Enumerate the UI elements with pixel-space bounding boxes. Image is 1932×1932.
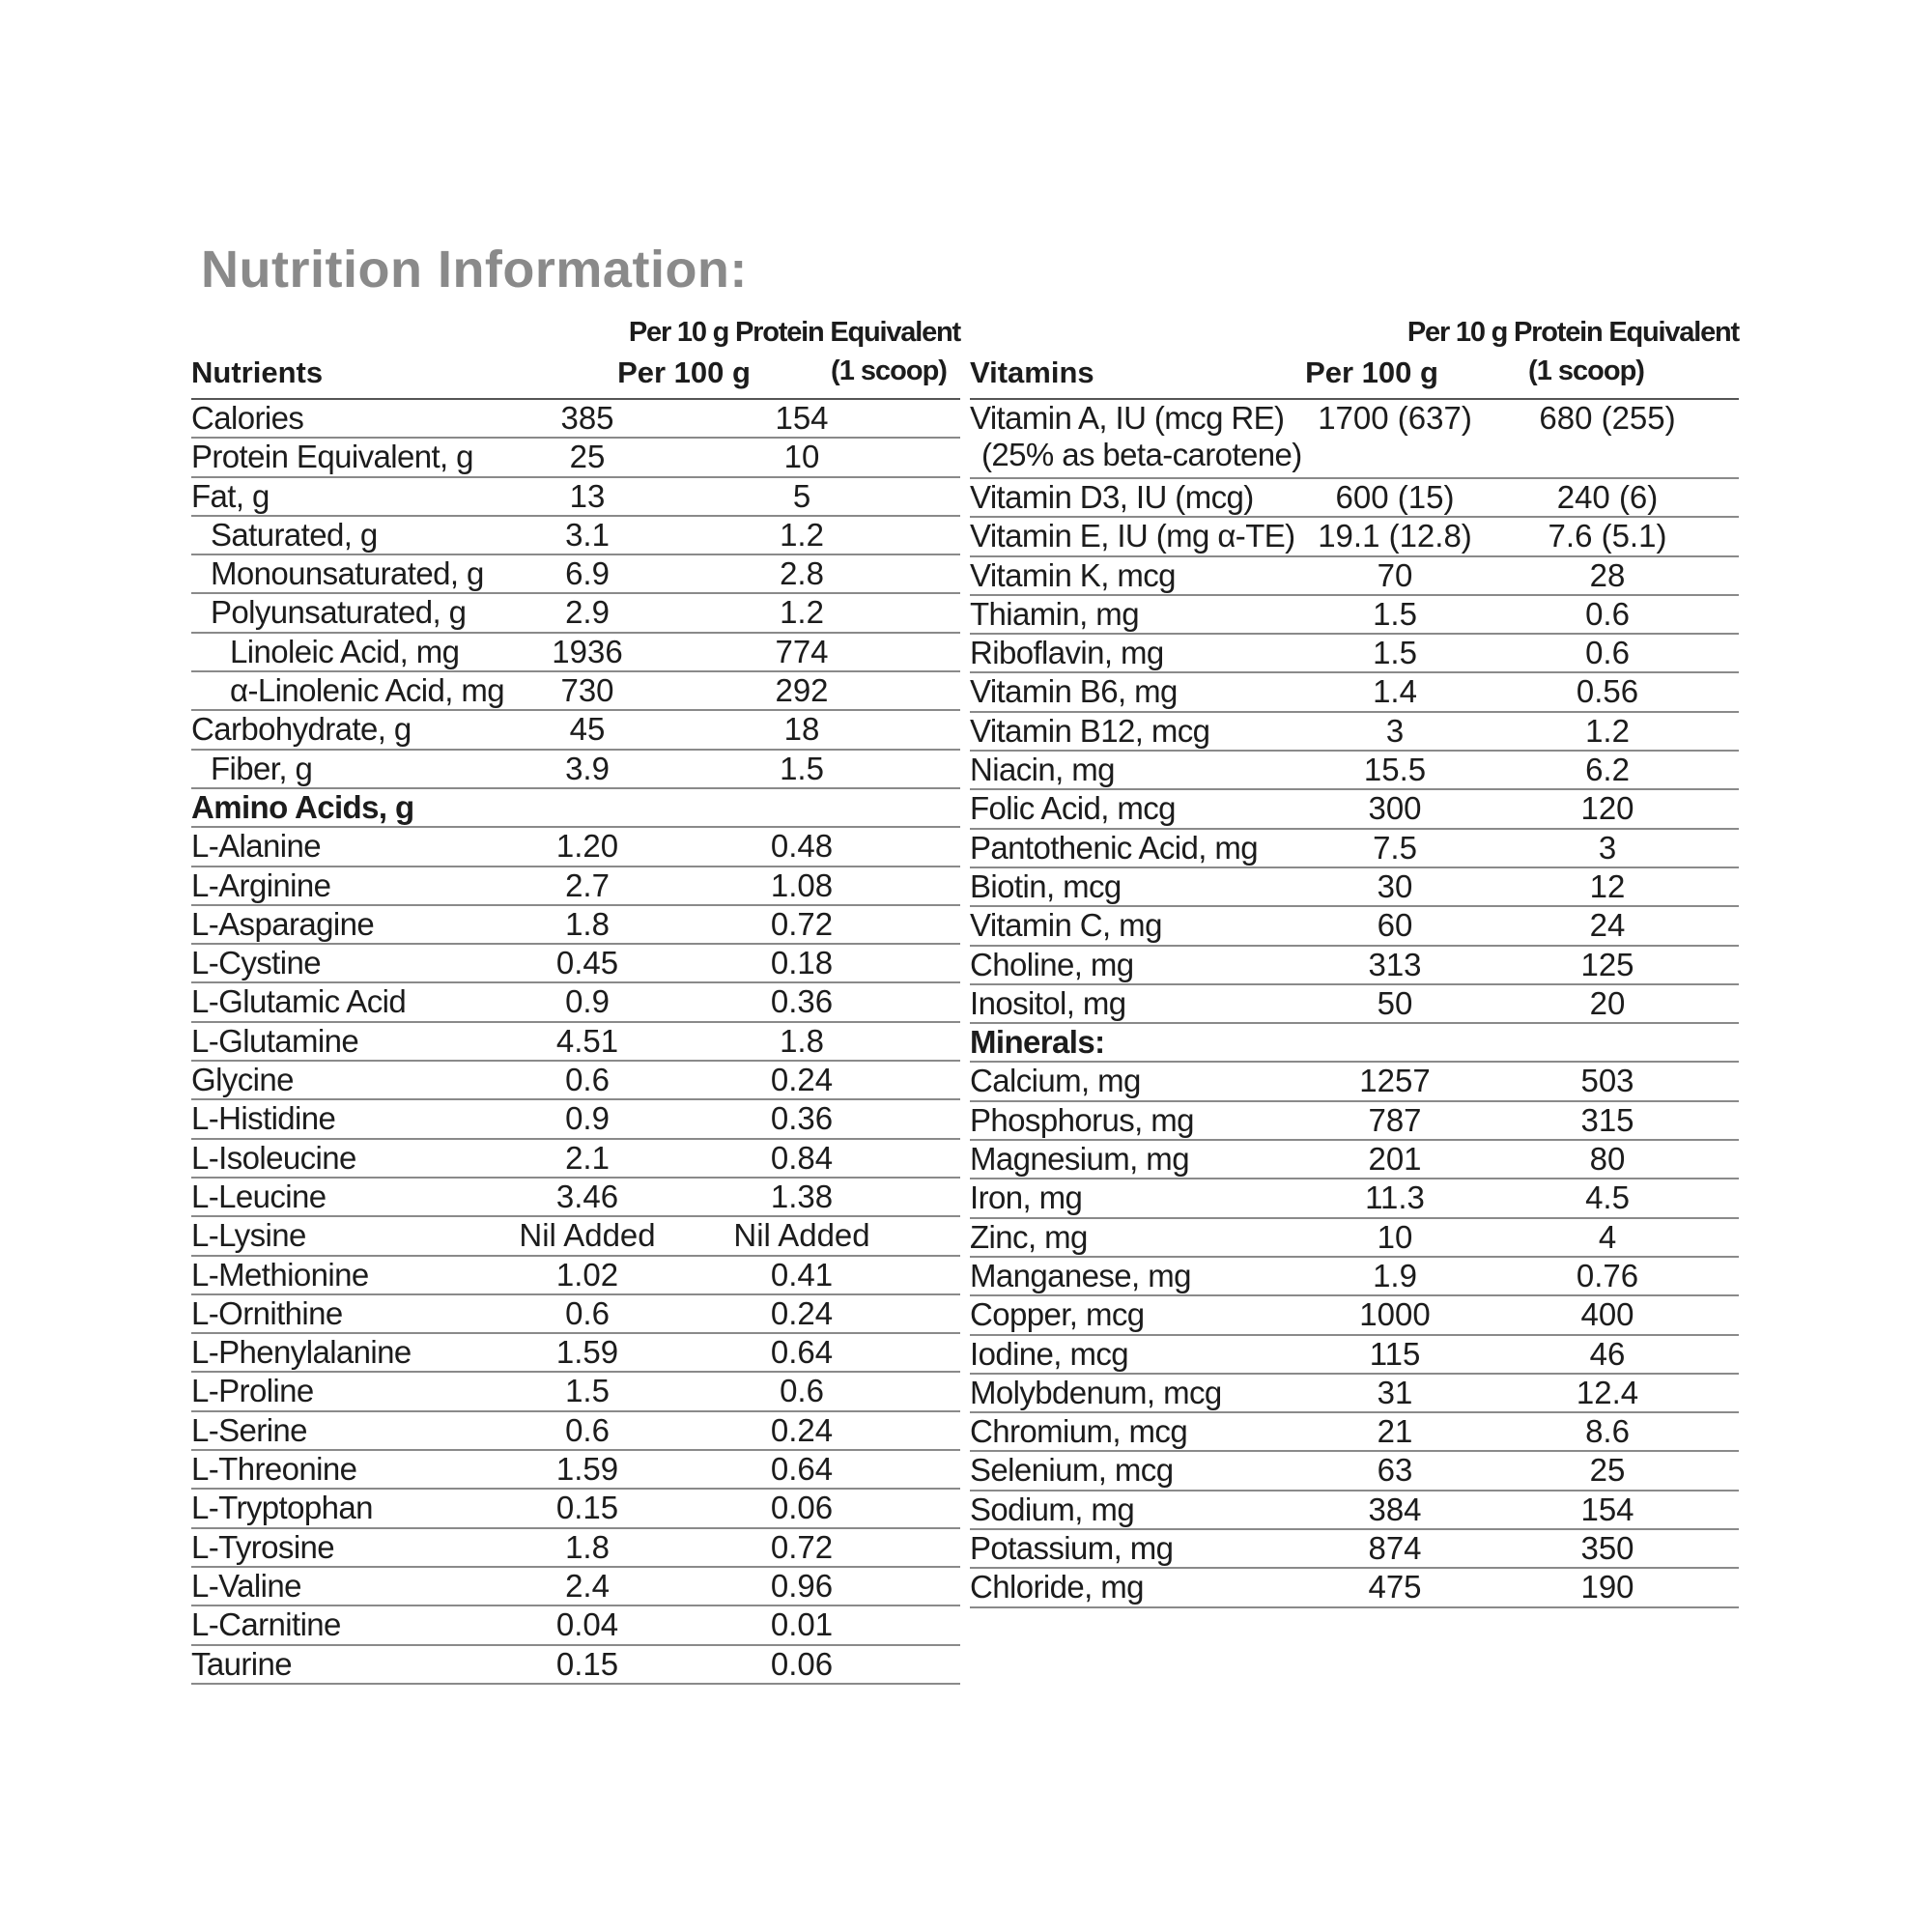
value-per-scoop: 8.6 (1585, 1413, 1630, 1450)
vitamins-table-header (970, 317, 1739, 400)
value-per-scoop: 120 (1580, 790, 1634, 827)
value-per-scoop: Nil Added (733, 1217, 870, 1254)
value-per-100g: 0.9 (565, 983, 610, 1020)
value-per-100g: 11.3 (1365, 1179, 1425, 1216)
value-per-100g: 1.5 (1373, 595, 1417, 632)
value-per-100g: 45 (569, 711, 606, 748)
value-per-scoop: 2.8 (780, 555, 824, 592)
table-row (970, 1258, 1739, 1296)
nutrient-name: L-Tyrosine (191, 1528, 335, 1565)
value-per-100g: 50 (1377, 984, 1413, 1021)
nutrient-name: L-Lysine (191, 1217, 306, 1254)
nutrient-name: Polyunsaturated, g (211, 594, 467, 631)
header-1-scoop: (1 scoop) (831, 355, 947, 386)
table-row (191, 828, 960, 867)
table-row (970, 907, 1739, 946)
table-row (970, 635, 1739, 673)
value-per-scoop: 1.2 (780, 516, 824, 553)
value-per-scoop: 0.6 (780, 1373, 824, 1409)
nutrient-name: Phosphorus, mg (970, 1101, 1194, 1138)
table-row (191, 555, 960, 594)
value-per-100g: 0.6 (565, 1294, 610, 1331)
value-per-scoop: 774 (775, 633, 829, 669)
table-row (191, 400, 960, 439)
table-row (191, 478, 960, 517)
nutrient-name: Calories (191, 400, 304, 436)
value-per-100g: 1700 (637) (1318, 400, 1472, 436)
table-row (191, 1140, 960, 1179)
nutrient-name: Vitamin K, mcg (970, 556, 1176, 593)
header-per-10g: Per 10 g Protein Equivalent (1406, 317, 1739, 348)
value-per-scoop: 0.24 (770, 1062, 834, 1098)
nutrient-name: Niacin, mg (970, 752, 1115, 788)
value-per-scoop: 350 (1580, 1530, 1634, 1567)
value-per-100g: 0.6 (565, 1411, 610, 1448)
nutrient-name: L-Phenylalanine (191, 1334, 412, 1371)
value-per-100g: 3 (1385, 712, 1405, 749)
value-per-scoop: 80 (1589, 1141, 1626, 1178)
nutrient-name: L-Leucine (191, 1178, 327, 1214)
table-row (970, 790, 1739, 829)
value-per-scoop: 0.24 (770, 1294, 834, 1331)
nutrient-name: L-Proline (191, 1373, 314, 1409)
value-per-100g: 60 (1377, 907, 1413, 944)
table-row (191, 983, 960, 1022)
nutrient-name: L-Asparagine (191, 905, 375, 942)
table-row (970, 1296, 1739, 1335)
table-row (191, 1295, 960, 1334)
value-per-scoop: 1.2 (780, 594, 824, 631)
header-nutrients: Nutrients (191, 355, 324, 389)
nutrient-name: L-Carnitine (191, 1606, 341, 1643)
table-row (191, 867, 960, 906)
value-per-scoop: 0.56 (1576, 673, 1639, 710)
table-row (191, 1606, 960, 1645)
value-per-100g: 385 (560, 400, 614, 436)
value-per-100g: 31 (1377, 1374, 1413, 1410)
table-row (970, 1452, 1739, 1491)
table-row (191, 1100, 960, 1139)
table-row (970, 1179, 1739, 1218)
nutrient-name: L-Threonine (191, 1451, 357, 1488)
table-row (970, 1336, 1739, 1375)
value-per-100g: 313 (1368, 946, 1422, 982)
value-per-scoop: 3 (1598, 829, 1617, 866)
section-heading: Minerals: (970, 1024, 1105, 1061)
table-row (970, 518, 1739, 556)
nutrient-name: Pantothenic Acid, mg (970, 829, 1259, 866)
table-row (970, 947, 1739, 985)
nutrient-name: Zinc, mg (970, 1218, 1088, 1255)
value-per-100g: 1.8 (565, 1528, 610, 1565)
header-per-10g: Per 10 g Protein Equivalent (628, 317, 960, 348)
value-per-scoop: 1.08 (770, 867, 834, 903)
value-per-scoop: 0.76 (1576, 1257, 1639, 1293)
value-per-100g: 19.1 (12.8) (1318, 518, 1472, 554)
value-per-scoop: 0.84 (770, 1139, 834, 1176)
table-row (191, 1529, 960, 1568)
value-per-scoop: 0.24 (770, 1411, 834, 1448)
header-per-100g: Per 100 g (1305, 355, 1438, 389)
nutrient-name: Vitamin B12, mcg (970, 712, 1210, 749)
value-per-scoop: 0.72 (770, 905, 834, 942)
table-row (191, 1373, 960, 1411)
table-row (191, 634, 960, 672)
value-per-100g: 10 (1377, 1218, 1413, 1255)
table-row (191, 1217, 960, 1256)
value-per-100g: 1.59 (555, 1451, 619, 1488)
nutrient-name: Folic Acid, mcg (970, 790, 1176, 827)
nutrient-name: L-Serine (191, 1411, 307, 1448)
value-per-100g: 0.15 (555, 1490, 619, 1526)
nutrient-name: Potassium, mg (970, 1530, 1174, 1567)
value-per-100g: 0.45 (555, 945, 619, 981)
value-per-scoop: 20 (1589, 984, 1626, 1021)
table-row (970, 868, 1739, 907)
nutrient-name: Thiamin, mg (970, 595, 1139, 632)
table-row (970, 1569, 1739, 1607)
section-heading-row (970, 1024, 1739, 1063)
value-per-scoop: 1.8 (780, 1022, 824, 1059)
nutrient-name: Vitamin E, IU (mg α-TE) (970, 518, 1295, 554)
value-per-scoop: 315 (1580, 1101, 1634, 1138)
table-row (191, 1334, 960, 1373)
value-per-100g: 115 (1369, 1335, 1421, 1372)
table-row (191, 711, 960, 750)
table-row (970, 752, 1739, 790)
table-row (191, 1062, 960, 1100)
value-per-scoop: 0.18 (770, 945, 834, 981)
value-per-100g: 3.1 (565, 516, 610, 553)
value-per-100g: 0.15 (555, 1645, 619, 1682)
value-per-scoop: 18 (783, 711, 820, 748)
nutrient-name: Sodium, mg (970, 1491, 1135, 1527)
vitamins-table-body (970, 400, 1739, 1608)
value-per-scoop: 1.38 (770, 1178, 834, 1214)
value-per-scoop: 0.06 (770, 1645, 834, 1682)
value-per-scoop: 12.4 (1576, 1374, 1639, 1410)
value-per-scoop: 0.64 (770, 1334, 834, 1371)
table-row (191, 1451, 960, 1490)
value-per-100g: Nil Added (519, 1217, 656, 1254)
value-per-scoop: 125 (1580, 946, 1634, 982)
table-row (970, 596, 1739, 635)
table-row (191, 751, 960, 789)
value-per-100g: 1257 (1359, 1063, 1431, 1099)
nutrient-name: L-Ornithine (191, 1294, 343, 1331)
value-per-100g: 3.9 (565, 750, 610, 786)
table-row (191, 594, 960, 633)
nutrient-name: L-Tryptophan (191, 1490, 373, 1526)
value-per-scoop: 0.64 (770, 1451, 834, 1488)
nutrient-name: Monounsaturated, g (211, 555, 484, 592)
value-per-100g: 63 (1377, 1452, 1413, 1489)
value-per-scoop: 6.2 (1585, 752, 1630, 788)
value-per-scoop: 12 (1589, 867, 1626, 904)
value-per-scoop: 680 (255) (1539, 400, 1676, 436)
table-row (970, 1063, 1739, 1101)
nutrient-name: Saturated, g (211, 516, 378, 553)
value-per-100g: 4.51 (555, 1022, 619, 1059)
table-row (191, 1179, 960, 1217)
value-per-100g: 1.8 (565, 905, 610, 942)
value-per-100g: 1.20 (555, 828, 619, 865)
nutrient-name: Fat, g (191, 477, 270, 514)
header-vitamins: Vitamins (970, 355, 1094, 389)
nutrient-name-note: (25% as beta-carotene) (981, 437, 1302, 472)
value-per-100g: 300 (1368, 790, 1422, 827)
value-per-scoop: 400 (1580, 1296, 1634, 1333)
nutrient-name: Chloride, mg (970, 1569, 1144, 1605)
value-per-100g: 1936 (552, 633, 623, 669)
value-per-100g: 70 (1377, 556, 1413, 593)
value-per-100g: 384 (1368, 1491, 1422, 1527)
nutrient-name: Molybdenum, mcg (970, 1374, 1222, 1410)
value-per-100g: 0.6 (565, 1062, 610, 1098)
table-row (191, 906, 960, 945)
nutrient-name: α-Linolenic Acid, mg (230, 672, 505, 709)
nutrient-name: L-Glutamic Acid (191, 983, 407, 1020)
table-row (970, 1492, 1739, 1530)
value-per-scoop: 0.01 (770, 1606, 834, 1643)
nutrient-name: Vitamin B6, mg (970, 673, 1178, 710)
nutrient-name: Iron, mg (970, 1179, 1083, 1216)
table-row (970, 1530, 1739, 1569)
nutrient-name: Iodine, mcg (970, 1335, 1128, 1372)
nutrient-name: Vitamin A, IU (mcg RE) (970, 400, 1285, 436)
vitamins-table (970, 317, 1739, 1608)
value-per-scoop: 10 (783, 439, 820, 475)
value-per-100g: 1.59 (555, 1334, 619, 1371)
section-heading: Amino Acids, g (191, 788, 414, 825)
nutrient-name: L-Isoleucine (191, 1139, 356, 1176)
value-per-scoop: 46 (1589, 1335, 1626, 1372)
value-per-100g: 13 (569, 477, 606, 514)
value-per-scoop: 0.96 (770, 1567, 834, 1604)
value-per-scoop: 25 (1589, 1452, 1626, 1489)
value-per-scoop: 154 (775, 400, 829, 436)
value-per-scoop: 1.5 (780, 750, 824, 786)
value-per-scoop: 0.36 (770, 1100, 834, 1137)
table-row (970, 830, 1739, 868)
value-per-100g: 600 (15) (1335, 479, 1455, 515)
table-row (191, 672, 960, 711)
header-per-100g: Per 100 g (617, 355, 751, 389)
nutrient-name: Protein Equivalent, g (191, 439, 473, 475)
nutrient-name: Glycine (191, 1062, 294, 1098)
value-per-100g: 1.4 (1373, 673, 1417, 710)
table-row (970, 1413, 1739, 1452)
table-row (970, 1141, 1739, 1179)
nutrient-name: Calcium, mg (970, 1063, 1141, 1099)
value-per-100g: 1.02 (555, 1256, 619, 1293)
table-row (970, 1102, 1739, 1141)
nutrient-name: Inositol, mg (970, 984, 1126, 1021)
value-per-100g: 2.1 (565, 1139, 610, 1176)
value-per-scoop: 4.5 (1585, 1179, 1630, 1216)
value-per-scoop: 0.48 (770, 828, 834, 865)
nutrient-name: Biotin, mcg (970, 867, 1122, 904)
table-row (970, 1375, 1739, 1413)
value-per-100g: 730 (560, 672, 614, 709)
nutrient-name: Taurine (191, 1645, 293, 1682)
nutrient-name: L-Methionine (191, 1256, 369, 1293)
nutrient-name: Vitamin D3, IU (mcg) (970, 479, 1254, 515)
table-row (191, 1023, 960, 1062)
nutrient-name: L-Cystine (191, 945, 321, 981)
value-per-scoop: 154 (1580, 1491, 1634, 1527)
value-per-scoop: 7.6 (5.1) (1548, 518, 1667, 554)
table-row (970, 479, 1739, 518)
nutrients-table (191, 317, 960, 1685)
nutrient-name: L-Histidine (191, 1100, 336, 1137)
value-per-100g: 874 (1368, 1530, 1422, 1567)
value-per-100g: 1.5 (1373, 635, 1417, 671)
table-row (970, 713, 1739, 752)
table-row (191, 1490, 960, 1528)
value-per-100g: 25 (569, 439, 606, 475)
table-row (970, 673, 1739, 712)
nutrient-name: Chromium, mcg (970, 1413, 1188, 1450)
value-per-100g: 2.4 (565, 1567, 610, 1604)
nutrient-name: Choline, mg (970, 946, 1134, 982)
table-row (191, 1568, 960, 1606)
value-per-100g: 787 (1368, 1101, 1422, 1138)
value-per-100g: 2.9 (565, 594, 610, 631)
table-row (970, 557, 1739, 596)
value-per-scoop: 4 (1598, 1218, 1617, 1255)
nutrient-name: Copper, mcg (970, 1296, 1145, 1333)
nutrient-name: L-Alanine (191, 828, 322, 865)
value-per-100g: 475 (1368, 1569, 1422, 1605)
value-per-100g: 30 (1377, 867, 1413, 904)
value-per-100g: 3.46 (555, 1178, 619, 1214)
value-per-scoop: 292 (775, 672, 829, 709)
table-row (191, 1412, 960, 1451)
nutrient-name: Carbohydrate, g (191, 711, 412, 748)
table-row (191, 1257, 960, 1295)
value-per-scoop: 0.72 (770, 1528, 834, 1565)
page-title: Nutrition Information: (201, 241, 748, 298)
nutrient-name: Selenium, mcg (970, 1452, 1174, 1489)
value-per-scoop: 503 (1580, 1063, 1634, 1099)
value-per-scoop: 1.2 (1585, 712, 1630, 749)
nutrient-name: Manganese, mg (970, 1257, 1191, 1293)
table-row (970, 400, 1739, 479)
value-per-scoop: 0.6 (1585, 635, 1630, 671)
value-per-100g: 201 (1368, 1141, 1422, 1178)
value-per-scoop: 28 (1589, 556, 1626, 593)
value-per-scoop: 0.36 (770, 983, 834, 1020)
value-per-100g: 0.9 (565, 1100, 610, 1137)
value-per-100g: 6.9 (565, 555, 610, 592)
nutrients-table-header (191, 317, 960, 400)
nutrient-name: L-Arginine (191, 867, 331, 903)
value-per-scoop: 5 (792, 477, 811, 514)
nutrients-table-body (191, 400, 960, 1685)
value-per-100g: 7.5 (1373, 829, 1417, 866)
table-row (191, 517, 960, 555)
nutrient-name: L-Valine (191, 1567, 301, 1604)
nutrient-name: Magnesium, mg (970, 1141, 1189, 1178)
value-per-100g: 1.9 (1373, 1257, 1417, 1293)
header-1-scoop: (1 scoop) (1528, 355, 1644, 386)
table-row (191, 439, 960, 477)
nutrient-name: Fiber, g (211, 750, 313, 786)
value-per-100g: 1.5 (565, 1373, 610, 1409)
table-row (970, 1219, 1739, 1258)
value-per-scoop: 190 (1580, 1569, 1634, 1605)
table-row (970, 985, 1739, 1024)
nutrient-name: Linoleic Acid, mg (230, 633, 460, 669)
value-per-scoop: 0.6 (1585, 595, 1630, 632)
table-row (191, 945, 960, 983)
nutrient-name: L-Glutamine (191, 1022, 359, 1059)
value-per-scoop: 0.41 (770, 1256, 834, 1293)
value-per-scoop: 240 (6) (1556, 479, 1659, 515)
value-per-100g: 21 (1377, 1413, 1413, 1450)
nutrient-name: Vitamin C, mg (970, 907, 1162, 944)
value-per-100g: 2.7 (565, 867, 610, 903)
value-per-scoop: 0.06 (770, 1490, 834, 1526)
value-per-100g: 1000 (1359, 1296, 1431, 1333)
nutrient-name: Riboflavin, mg (970, 635, 1164, 671)
table-row (191, 1646, 960, 1685)
section-heading-row (191, 789, 960, 828)
value-per-100g: 15.5 (1363, 752, 1427, 788)
value-per-scoop: 24 (1589, 907, 1626, 944)
value-per-100g: 0.04 (555, 1606, 619, 1643)
